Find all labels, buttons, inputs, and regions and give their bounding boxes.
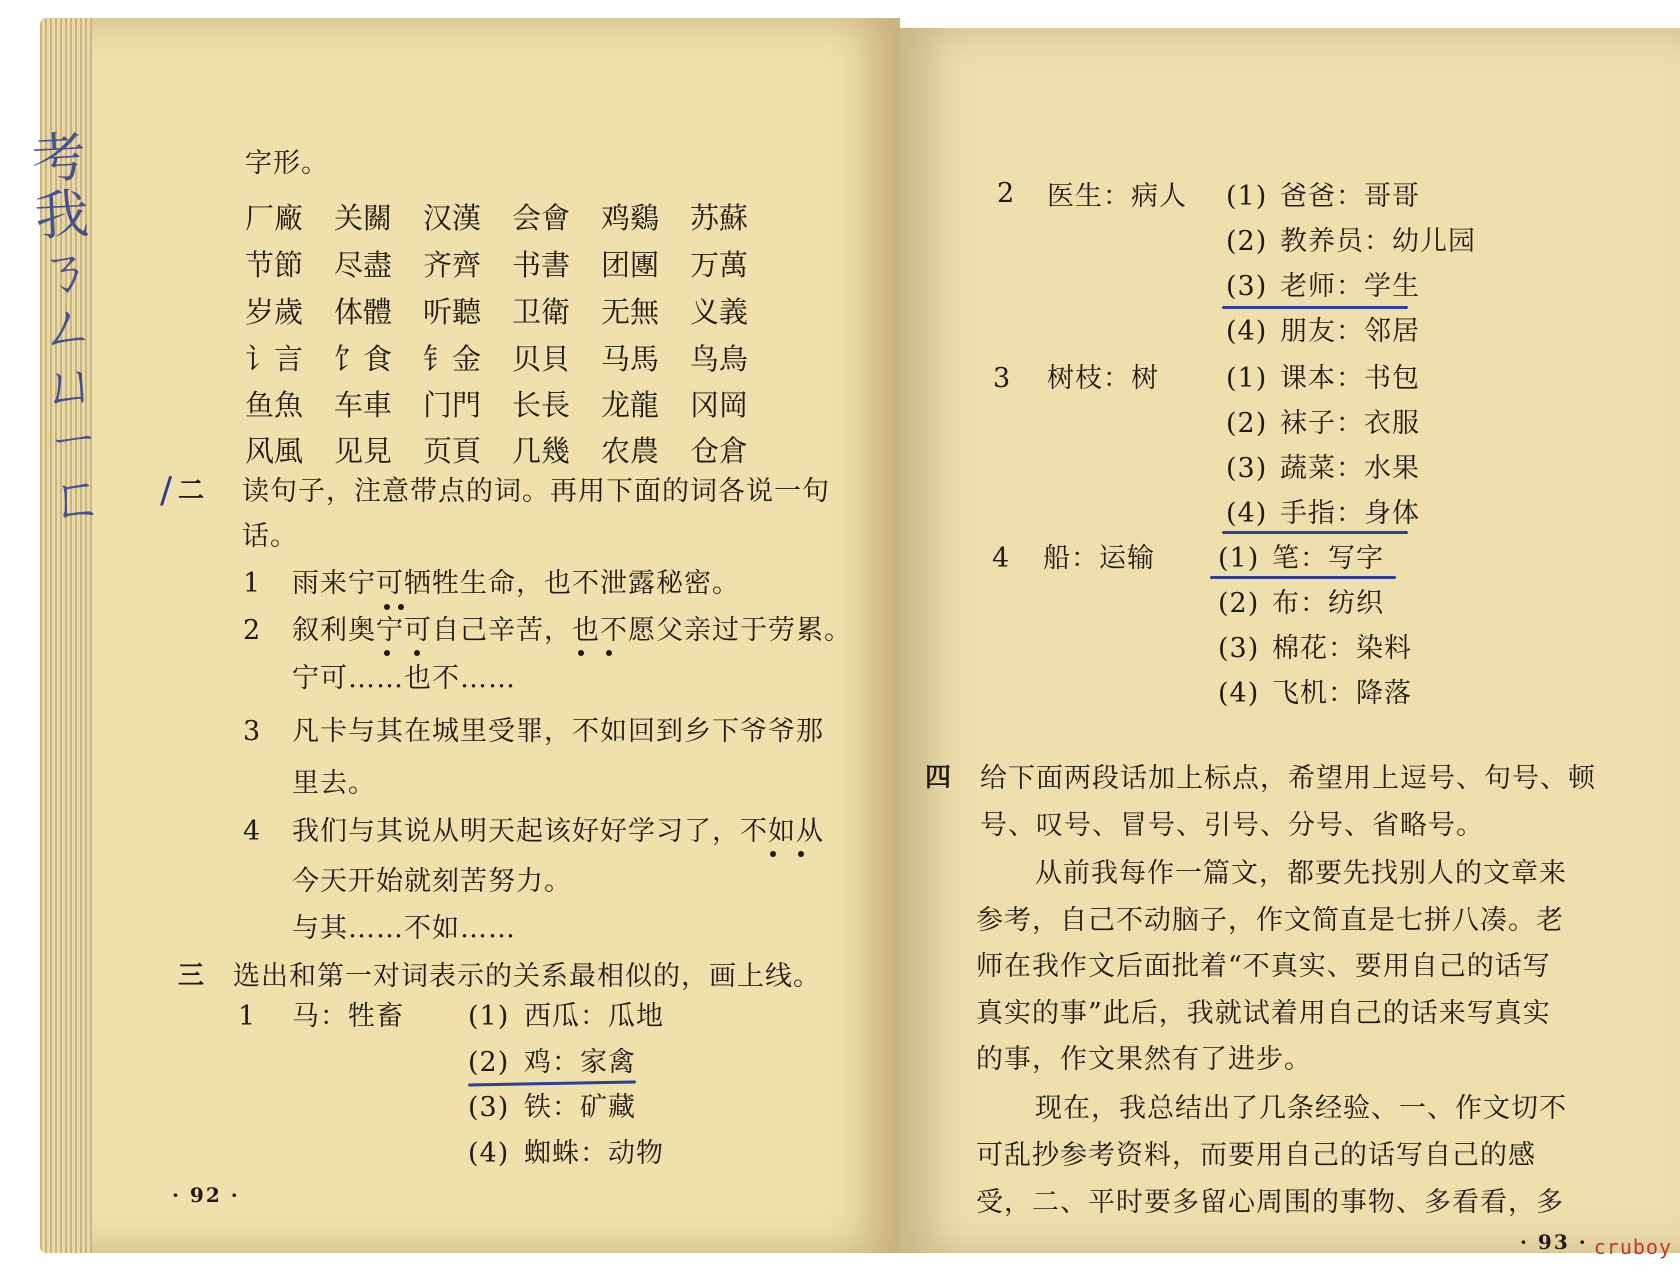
sentence-cont: 今天开始就刻苦努力。 [292,866,572,897]
char-pair: 页頁 [423,434,482,468]
char-pair: 会會 [512,201,571,235]
char-pair: 仓倉 [690,434,749,468]
option-number: (3) [1226,453,1268,484]
section-marker: 二 [178,476,206,506]
emphasis-dot [606,650,612,656]
option-text: 老师：学生 [1280,271,1420,302]
paragraph-line: 从前我每作一篇文，都要先找别人的文章来 [1035,858,1567,889]
char-pair: 厂廠 [245,201,304,235]
char-pair: 卫衛 [512,295,571,329]
char-pair: 长長 [512,388,571,422]
paragraph-line: 参考，自己不动脑子，作文简直是七拼八凑。老 [976,905,1564,936]
sentence: 雨来宁可牺牲生命，也不泄露秘密。 [292,568,740,599]
option-text: 袜子：衣服 [1280,408,1420,439]
item-number: 4 [992,543,1011,574]
paragraph-line: 可乱抄参考资料，而要用自己的话写自己的感 [976,1140,1536,1171]
item-number: 4 [243,816,262,847]
watermark: cruboy [1593,1235,1672,1259]
page-number-right: · 93 · [1520,1230,1588,1254]
paragraph-line: 现在，我总结出了几条经验、一、作文切不 [1035,1093,1567,1124]
paragraph-line: 真实的事”此后，我就试着用自己的话来写真实 [976,998,1551,1029]
handwritten-note: 考 我 ㄋ ㄥ ㄩ ㄧ ㄈ [30,125,106,531]
char-pair-row [245,337,779,378]
item-number: 3 [243,716,262,747]
char-pair: 齐齊 [423,248,482,282]
section-marker: 四 [925,763,953,793]
item-number: 1 [238,1001,257,1032]
underline-mark [1222,306,1408,309]
char-pair: 见見 [334,434,393,468]
char-pair: 书書 [512,248,571,282]
char-pair: 听聽 [423,295,482,329]
char-pair-row [245,196,779,237]
option-text: 鸡：家禽 [524,1047,636,1078]
word-pair: 船：运输 [1043,543,1155,574]
char-pair-row [245,290,779,331]
char-pair: 冈岡 [690,388,749,422]
emphasis-dot [770,851,776,857]
char-pair-row [245,243,779,284]
underline-mark [1222,531,1408,534]
char-pair: 几幾 [512,434,571,468]
option-number: (4) [1218,678,1260,709]
option-text: 课本：书包 [1280,363,1420,394]
emphasis-dot [798,851,804,857]
option-number: (2) [1218,588,1260,619]
char-pair: 团團 [601,248,660,282]
char-pair: 钅金 [423,342,482,376]
char-pair: 体體 [334,295,393,329]
option-text: 西瓜：瓜地 [524,1001,664,1032]
item-number: 2 [997,178,1016,209]
char-pair: 关關 [334,201,393,235]
word-pair: 树枝：树 [1047,363,1159,394]
section2-instruction: 读句子，注意带点的词。再用下面的词各说一句 [242,476,830,507]
char-pair: 门門 [423,388,482,422]
char-pair: 义義 [690,295,749,329]
char-pair: 岁歲 [245,295,304,329]
option-text: 蜘蛛：动物 [524,1138,664,1169]
section-marker: 三 [178,961,206,991]
char-pair: 讠言 [245,342,304,376]
char-pair: 龙龍 [601,388,660,422]
option-number: (4) [468,1138,510,1169]
emphasis-dot [384,650,390,656]
char-pair: 尽盡 [334,248,393,282]
option-text: 教养员：幼儿园 [1280,226,1476,257]
char-pair-row [245,383,779,424]
section4-instruction-cont: 号、叹号、冒号、引号、分号、省略号。 [980,810,1484,841]
char-pair: 饣食 [334,342,393,376]
sentence-cont: 里去。 [292,768,376,799]
option-number: (1) [1218,543,1260,574]
sentence: 叙利奥宁可自己辛苦，也不愿父亲过于劳累。 [292,615,852,646]
option-text: 爸爸：哥哥 [1280,181,1420,212]
option-number: (4) [1226,498,1268,529]
char-pair: 风風 [245,434,304,468]
option-number: (1) [1226,181,1268,212]
intro-text: 字形。 [245,148,329,179]
char-pair: 万萬 [690,248,749,282]
option-text: 布：纺织 [1272,588,1384,619]
char-pair: 节節 [245,248,304,282]
option-number: (1) [468,1001,510,1032]
char-pair: 苏蘇 [690,201,749,235]
option-number: (1) [1226,363,1268,394]
paragraph-line: 的事，作文果然有了进步。 [976,1044,1312,1075]
paragraph-line: 师在我作文后面批着“不真实、要用自己的话写 [976,951,1551,982]
option-text: 飞机：降落 [1272,678,1412,709]
option-number: (4) [1226,316,1268,347]
item-number: 2 [243,615,262,646]
option-number: (3) [1226,271,1268,302]
char-pair: 马馬 [601,342,660,376]
option-text: 手指：身体 [1280,498,1420,529]
char-pair: 农農 [601,434,660,468]
char-pair: 鸡鷄 [601,201,660,235]
page-number-left: · 92 · [172,1183,240,1207]
item-number: 1 [243,568,262,599]
char-pair-row [245,429,779,470]
emphasis-dot [414,650,420,656]
sentence: 我们与其说从明天起该好好学习了，不如从 [292,816,824,847]
handwritten-tick: / [160,470,173,511]
option-number: (2) [468,1047,510,1078]
option-number: (3) [468,1092,510,1123]
option-number: (2) [1226,226,1268,257]
pattern: 与其……不如…… [292,913,516,944]
word-pair: 医生：病人 [1047,181,1187,212]
char-pair: 无無 [601,295,660,329]
option-text: 笔：写字 [1272,543,1384,574]
char-pair: 鸟鳥 [690,342,749,376]
pattern: 宁可……也不…… [292,663,516,694]
section2-instruction-cont: 话。 [242,521,298,552]
underline-mark [1210,576,1396,579]
emphasis-dot [384,604,390,610]
item-number: 3 [993,363,1012,394]
sentence: 凡卡与其在城里受罪，不如回到乡下爷爷那 [292,716,824,747]
option-text: 铁：矿藏 [524,1092,636,1123]
section3-instruction: 选出和第一对词表示的关系最相似的，画上线。 [233,961,821,992]
option-text: 蔬菜：水果 [1280,453,1420,484]
char-pair: 鱼魚 [245,388,304,422]
emphasis-dot [398,604,404,610]
emphasis-dot [578,650,584,656]
section4-instruction: 给下面两段话加上标点，希望用上逗号、句号、顿 [980,763,1596,794]
option-text: 朋友：邻居 [1280,316,1420,347]
option-number: (3) [1218,633,1260,664]
char-pair: 贝貝 [512,342,571,376]
char-pair: 汉漢 [423,201,482,235]
char-pair: 车車 [334,388,393,422]
word-pair: 马：牲畜 [292,1001,404,1032]
option-text: 棉花：染料 [1272,633,1412,664]
paragraph-line: 受，二、平时要多留心周围的事物、多看看，多 [976,1187,1564,1218]
option-number: (2) [1226,408,1268,439]
